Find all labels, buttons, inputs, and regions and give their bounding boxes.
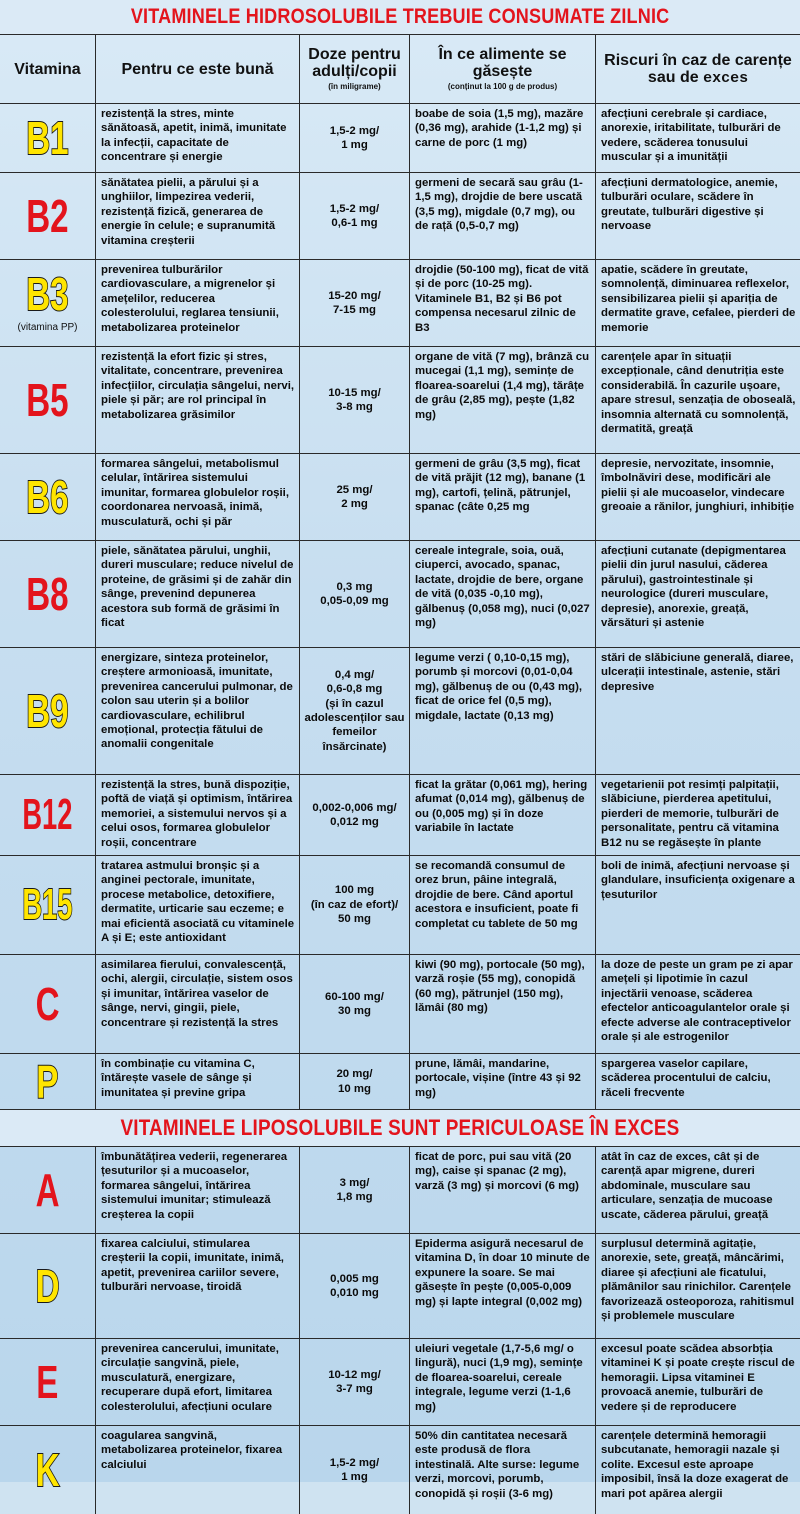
dose-cell [300, 648, 410, 774]
vitamin-row-b1 [0, 104, 800, 173]
dose-cell [300, 1234, 410, 1338]
header-dose-sub: (în miligrame) [328, 82, 381, 91]
benefits-cell: rezistență la efort fizic și stres, vitalitate, concentrare, prevenirea infecțiilor, circulația sângelui, nervi, piele și păr; are rol principal în metabolizarea grăsimilor [96, 347, 300, 453]
vitamin-name-cell [0, 648, 96, 774]
dose-text: 10-15 mg/ 3-8 mg [328, 386, 381, 413]
header-benefits-label: Pentru ce este bună [121, 60, 274, 78]
title-fat-soluble-banner [0, 1109, 800, 1147]
foods-cell: drojdie (50-100 mg), ficat de vită și de porc (10-25 mg). Vitaminele B1, B2 și B6 pot compensa necesarul zilnic de B3 [410, 260, 596, 346]
benefits-cell: formarea sângelui, metabolismul celular, întărirea sistemului imunitar, formarea globulelor roșii, coordonarea nervoasă, inimă, musculatură, ochi și păr [96, 454, 300, 540]
header-risks-label [596, 52, 800, 87]
vitamin-row-d [0, 1234, 800, 1339]
benefits-cell: tratarea astmului bronșic și a anginei pectorale, imunitate, procese metabolice, detoxifiere, dermatite, urticarie sau eczeme; e mai eficientă asociată cu vitaminele A și E; este antioxidant [96, 856, 300, 954]
benefits-cell: fixarea calciului, stimularea creșterii la copii, imunitate, inimă, apetit, prevenirea cariilor severe, tulburări nervoase, tiroidă [96, 1234, 300, 1338]
foods-cell: Epiderma asigură necesarul de vitamina D, în doar 10 minute de expunere la soare. Se mai găsește în pește (0,005-0,009 mg) și lapte integral (0,002 mg) [410, 1234, 596, 1338]
vitamin-name: B6 [26, 471, 69, 523]
vitamin-name-cell [0, 856, 96, 954]
dose-cell [300, 347, 410, 453]
dose-text: 25 mg/ 2 mg [336, 483, 373, 510]
vitamin-name-cell [0, 347, 96, 453]
dose-cell [300, 1426, 410, 1514]
foods-cell: ficat de porc, pui sau vită (20 mg), caise și spanac (2 mg), varză (3 mg) și morcovi (6 mg) [410, 1147, 596, 1233]
vitamin-name-cell [0, 955, 96, 1053]
foods-cell: boabe de soia (1,5 mg), mazăre (0,36 mg), arahide (1-1,2 mg) și carne de porc (1 mg) [410, 104, 596, 172]
benefits-cell: prevenirea cancerului, imunitate, circulație sangvină, piele, musculatură, energizare, recuperare după efort, limitarea colesterolului, afecțiuni oculare [96, 1339, 300, 1425]
dose-cell [300, 541, 410, 647]
dose-text: 60-100 mg/ 30 mg [325, 990, 384, 1017]
dose-cell [300, 1054, 410, 1109]
vitamin-name: B1 [26, 112, 69, 164]
vitamin-name: A [35, 1164, 60, 1216]
vitamin-row-b9 [0, 648, 800, 775]
vitamin-name: B12 [22, 790, 73, 839]
vitamin-row-p [0, 1054, 800, 1109]
title-water-soluble-banner [0, 0, 800, 35]
risks-cell: carențele apar în situații excepționale, când denutriția este considerabilă. În cazurile ușoare, apare stresul, senzația de oboseală, insomnia alternată cu somnolență, dermatită, greață [601, 351, 796, 436]
vitamin-name-cell [0, 1339, 96, 1425]
risks-cell: surplusul determină agitație, anorexie, sete, greață, mâncărimi, diaree și afecțiuni ale ficatului, plămânilor sau rinichilor. Carențele favorizează osteoporoza, rahitismul și problemele musculare [601, 1238, 795, 1323]
dose-text: 100 mg (în caz de efort)/ 50 mg [310, 884, 399, 926]
vitamin-name-cell [0, 541, 96, 647]
vitamin-row-b6 [0, 454, 800, 541]
risks-cell: apatie, scădere în greutate, somnolență, diminuarea reflexelor, sensibilizarea pielii și apariția de dermatite grave, cefalee, pierderi de memorie [601, 264, 796, 334]
vitamin-row-b2 [0, 173, 800, 260]
risks-cell: la doze de peste un gram pe zi apar amețeli și lipotimie în cazul injectării venoase, scăderea efectelor anticoagulantelor orale și efecte adverse ale contraceptivelor orale și ale estrogenilor [601, 959, 793, 1044]
risks-cell: spargerea vaselor capilare, scăderea procentului de calciu, răceli frecvente [601, 1058, 771, 1099]
dose-text: 3 mg/ 1,8 mg [336, 1176, 373, 1203]
vitamin-row-b8 [0, 541, 800, 648]
vitamin-row-k [0, 1426, 800, 1514]
vitamin-row-b12 [0, 775, 800, 856]
risks-cell: depresie, nervozitate, insomnie, îmbolnăviri dese, modificări ale pielii și ale mucoaselor, vindecare greoaie a rănilor, junghiuri, inhibiție [601, 458, 795, 514]
vitamin-name: E [36, 1356, 59, 1408]
foods-cell: se recomandă consumul de orez brun, pâine integrală, drojdie de bere. Când aportul acestora e insuficient, poate fi completat cu tablete de 50 mg [410, 856, 596, 954]
benefits-cell: piele, sănătatea părului, unghii, dureri musculare; reduce nivelul de proteine, de grăsimi și de zahăr din sânge, prevenind depunerea acestora sub formă de grăsimi în ficat [96, 541, 300, 647]
vitamin-name-cell [0, 775, 96, 855]
foods-cell: prune, lămâi, mandarine, portocale, vișine (între 43 și 92 mg) [410, 1054, 596, 1109]
dose-cell [300, 856, 410, 954]
vitamin-name-cell [0, 1426, 96, 1514]
dose-cell [300, 1147, 410, 1233]
dose-cell [300, 104, 410, 172]
risks-cell: atât în caz de exces, cât și de carență apar migrene, dureri abdominale, musculare sau articulare, senzația de mucoase uscate, căderea părului, greață [601, 1151, 773, 1221]
vitamin-name: D [35, 1260, 60, 1312]
dose-text: 0,3 mg 0,05-0,09 mg [320, 580, 389, 607]
header-foods-label: În ce alimente se găsește [438, 46, 567, 80]
foods-cell: kiwi (90 mg), portocale (50 mg), varză roșie (55 mg), conopidă (60 mg), pătrunjel (150 mg), lămâi (80 mg) [410, 955, 596, 1053]
vitamin-row-b3 [0, 260, 800, 347]
foods-cell: organe de vită (7 mg), brânză cu mucegai (1,1 mg), semințe de floarea-soarelui (1,4 mg), tărâțe de grâu (2,85 mg), pește (1,82 mg) [410, 347, 596, 453]
foods-cell: 50% din cantitatea necesară este produsă de flora intestinală. Alte surse: legume verzi, morcovi, porumb, conopidă și roșii (3-6 mg) [410, 1426, 596, 1514]
vitamin-name: C [35, 978, 60, 1030]
dose-text: 0,005 mg 0,010 mg [330, 1272, 379, 1299]
dose-cell [300, 260, 410, 346]
header-risks-text: Riscuri în caz de carențe sau de [604, 51, 792, 86]
vitamin-name: B8 [26, 568, 69, 620]
header-foods [410, 35, 596, 103]
header-risks-tail: exces [703, 69, 749, 87]
vitamin-name-cell [0, 454, 96, 540]
dose-cell [300, 955, 410, 1053]
risks-cell: boli de inimă, afecțiuni nervoase și glandulare, insuficiența oxigenare a țesuturilor [601, 860, 795, 901]
risks-cell: afecțiuni dermatologice, anemie, tulburări oculare, scădere în greutate, tulburări digestive și nervoase [601, 177, 778, 233]
header-dose-label: Doze pentru adulți/copii [308, 46, 401, 80]
dose-text: 0,002-0,006 mg/ 0,012 mg [312, 801, 397, 828]
dose-text: 0,4 mg/ 0,6-0,8 mg (și în cazul adolescenților sau femeilor însărcinate) [304, 668, 405, 753]
risks-cell: excesul poate scădea absorbția vitaminei K și poate crește riscul de hemoragii. Lipsa vitaminei E provoacă anemie, tulburări de vedere și de reproducere [601, 1343, 795, 1413]
foods-cell: germeni de grâu (3,5 mg), ficat de vită prăjit (12 mg), banane (1 mg), cartofi, țelină, pătrunjel, spanac (câte 0,25 mg [410, 454, 596, 540]
foods-cell: legume verzi ( 0,10-0,15 mg), porumb și morcovi (0,01-0,04 mg), gălbenuș de ou (0,43 mg), ficat de orice fel (0,5 mg), migdale, lactate (0,13 mg) [410, 648, 596, 774]
dose-text: 1,5-2 mg/ 0,6-1 mg [329, 202, 380, 229]
vitamin-row-e [0, 1339, 800, 1426]
dose-cell [300, 454, 410, 540]
vitamin-row-b5 [0, 347, 800, 454]
dose-text: 10-12 mg/ 3-7 mg [328, 1368, 381, 1395]
benefits-cell: sănătatea pielii, a părului și a unghiilor, limpezirea vederii, rezistență fizică, generarea de energie în celule; e supranumită vitamina creșterii [96, 173, 300, 259]
title-fat-soluble: VITAMINELE LIPOSOLUBILE SUNT PERICULOASE ÎN EXCES [120, 1115, 680, 1140]
benefits-cell: îmbunătățirea vederii, regenerarea țesuturilor și a mucoaselor, formarea sângelui, întărirea sistemului imunitar; stimulează creșterea la copii [96, 1147, 300, 1233]
vitamin-name: B9 [26, 685, 69, 737]
dose-text: 15-20 mg/ 7-15 mg [328, 289, 381, 316]
benefits-cell: coagularea sangvină, metabolizarea proteinelor, fixarea calciului [96, 1426, 300, 1514]
foods-cell: ficat la grătar (0,061 mg), hering afumat (0,014 mg), gălbenuș de ou (0,005 mg) și în doze variabile în lactate [410, 775, 596, 855]
title-water-soluble: VITAMINELE HIDROSOLUBILE TREBUIE CONSUMATE ZILNIC [130, 5, 670, 28]
dose-text: 1,5-2 mg/ 1 mg [329, 1456, 380, 1483]
vitamin-name-cell [0, 173, 96, 259]
dose-cell [300, 1339, 410, 1425]
header-vitamin [0, 35, 96, 103]
foods-cell: uleiuri vegetale (1,7-5,6 mg/ o lingură), nuci (1,9 mg), semințe de floarea-soarelui, cereale integrale, legume verzi (1-1,6 mg) [410, 1339, 596, 1425]
vitamin-name: B15 [22, 880, 73, 929]
table-header [0, 35, 800, 104]
fat-soluble-table [0, 1147, 800, 1514]
risks-cell: stări de slăbiciune generală, diaree, ulcerații intestinale, astenie, stări depresive [601, 652, 794, 693]
vitamin-name: K [35, 1444, 60, 1496]
dose-cell [300, 775, 410, 855]
vitamin-name-cell [0, 1147, 96, 1233]
risks-cell: carențele determină hemoragii subcutanate, hemoragii nazale și colite. Excesul este aproape imposibil, însă la doze exagerat de mari pot apărea alergii [601, 1430, 789, 1500]
vitamin-name-cell [0, 1234, 96, 1338]
header-vitamin-label: Vitamina [14, 60, 81, 78]
foods-cell: cereale integrale, soia, ouă, ciuperci, avocado, spanac, lactate, drojdie de bere, organe de vită (0,035 -0,10 mg), gălbenuș (0,058 mg), nuci (0,027 mg) [410, 541, 596, 647]
vitamin-row-b15 [0, 856, 800, 955]
header-foods-sub: (conținut la 100 g de produs) [447, 82, 558, 91]
benefits-cell: energizare, sinteza proteinelor, creștere armonioasă, imunitate, prevenirea cancerului pulmonar, de colon sau uterin și a bolilor cardiovasculare, echilibrul emoțional, protecția fătului de anomalii congenitale [96, 648, 300, 774]
foods-cell: germeni de secară sau grâu (1-1,5 mg), drojdie de bere uscată (3,5 mg), migdale (0,7 mg), ou de rață (0,5-0,7 mg) [410, 173, 596, 259]
benefits-cell: rezistență la stres, bună dispoziție, poftă de viață și optimism, întărirea memoriei, a sistemului nervos și a celui osos, formarea globulelor roșii, concentrare [96, 775, 300, 855]
vitamin-name: B3 [26, 267, 69, 320]
dose-text: 20 mg/ 10 mg [336, 1068, 373, 1095]
vitamin-name-cell [0, 260, 96, 346]
vitamin-row-a [0, 1147, 800, 1234]
vitamin-name: P [36, 1055, 59, 1108]
benefits-cell: asimilarea fierului, convalescență, ochi, alergii, circulație, sistem osos și imunitar, întărirea vaselor de sânge, nervi, gingii, piele, concentrare și rezistență la stres [96, 955, 300, 1053]
vitamin-name: B5 [26, 374, 69, 426]
vitamin-row-c [0, 955, 800, 1054]
benefits-cell: rezistență la stres, minte sănătoasă, apetit, inimă, imunitate la infecții, capacitate de concentrare și energie [96, 104, 300, 172]
benefits-cell: prevenirea tulburărilor cardiovasculare, a migrenelor și amețelilor, reducerea colesterolului, reglarea tensiunii, metabolizarea proteinelor [96, 260, 300, 346]
risks-cell: afecțiuni cutanate (depigmentarea pielii din jurul nasului, căderea părului), gastrointestinale și neurologice (dureri musculare, depresie), anorexie, greață, vărsături și astenie [601, 545, 786, 630]
header-benefits [96, 35, 300, 103]
benefits-cell: în combinație cu vitamina C, întărește vasele de sânge și imunitatea și previne gripa [96, 1054, 300, 1109]
risks-cell: vegetarienii pot resimți palpitații, slăbiciune, pierderea apetitului, pierderi de memorie, tulburări de personalitate, pentru că vitamina B12 nu se regăsește în plante [601, 779, 779, 849]
vitamin-name-cell [0, 1054, 96, 1109]
vitamin-name: B2 [26, 190, 69, 242]
risks-cell: afecțiuni cerebrale și cardiace, anorexie, iritabilitate, tulburări de vedere, scăderea tonusului muscular și a imunității [601, 108, 781, 164]
vitamin-name-cell [0, 104, 96, 172]
vitamin-alias: (vitamina PP) [17, 321, 78, 333]
water-soluble-table [0, 104, 800, 1109]
dose-text: 1,5-2 mg/ 1 mg [329, 124, 380, 151]
dose-cell [300, 173, 410, 259]
header-risks [596, 35, 800, 103]
header-dose [300, 35, 410, 103]
